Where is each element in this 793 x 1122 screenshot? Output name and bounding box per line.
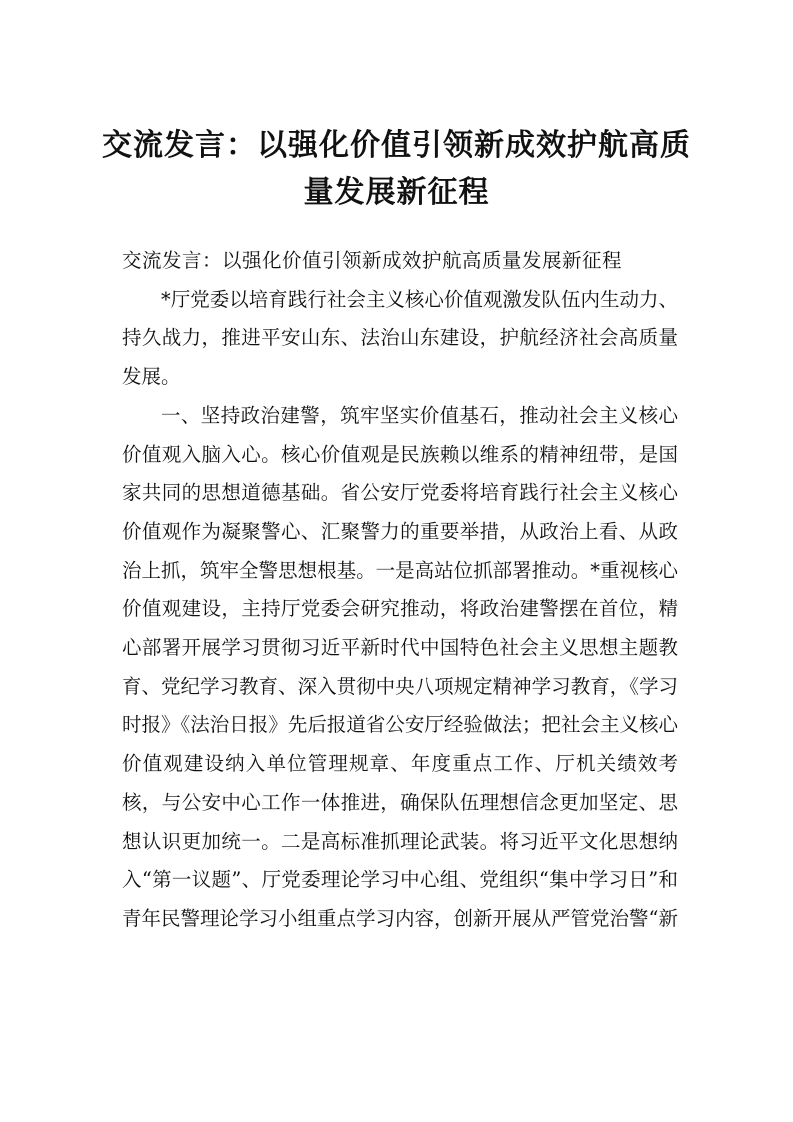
document-title: 交流发言：以强化价值引领新成效护航高质量发展新征程 xyxy=(102,128,691,210)
document-body xyxy=(122,242,678,939)
subtitle-line: 交流发言：以强化价值引领新成效护航高质量发展新征程 xyxy=(122,249,623,272)
paragraph-section-one: 一、坚持政治建警，筑牢坚实价值基石，推动社会主义核心价值观入脑入心。核心价值观是民族赖以维系的精神纽带，是国家共同的思想道德基础。省公安厅党委将培育践行社会主义核心价值观作为凝聚警心、汇聚警力的重要举措，从政治上看、从政治上抓，筑牢全警思想根基。一是高站位抓部署推动。*重视核心价值观建设，主持厅党委会研究推动，将政治建警摆在首位，精心部署开展学习贯彻习近平新时代中国特色社会主义思想主题教育、党纪学习教育、深入贯彻中央八项规定精神学习教育，《学习时报》《法治日报》先后报道省公安厅经验做法；把社会主义核心价值观建设纳入单位管理规章、年度重点工作、厅机关绩效考核，与公安中心工作一体推进，确保队伍理想信念更加坚定、思想认识更加统一。二是高标准抓理论武装。将习近平文化思想纳入“第一议题”、厅党委理论学习中心组、党组织“集中学习日”和青年民警理论学习小组重点学习内容，创新开展从严管党治警“新 xyxy=(122,403,678,930)
paragraph-intro: *厅党委以培育践行社会主义核心价值观激发队伍内生动力、持久战力，推进平安山东、法治山东建设，护航经济社会高质量发展。 xyxy=(122,287,678,389)
